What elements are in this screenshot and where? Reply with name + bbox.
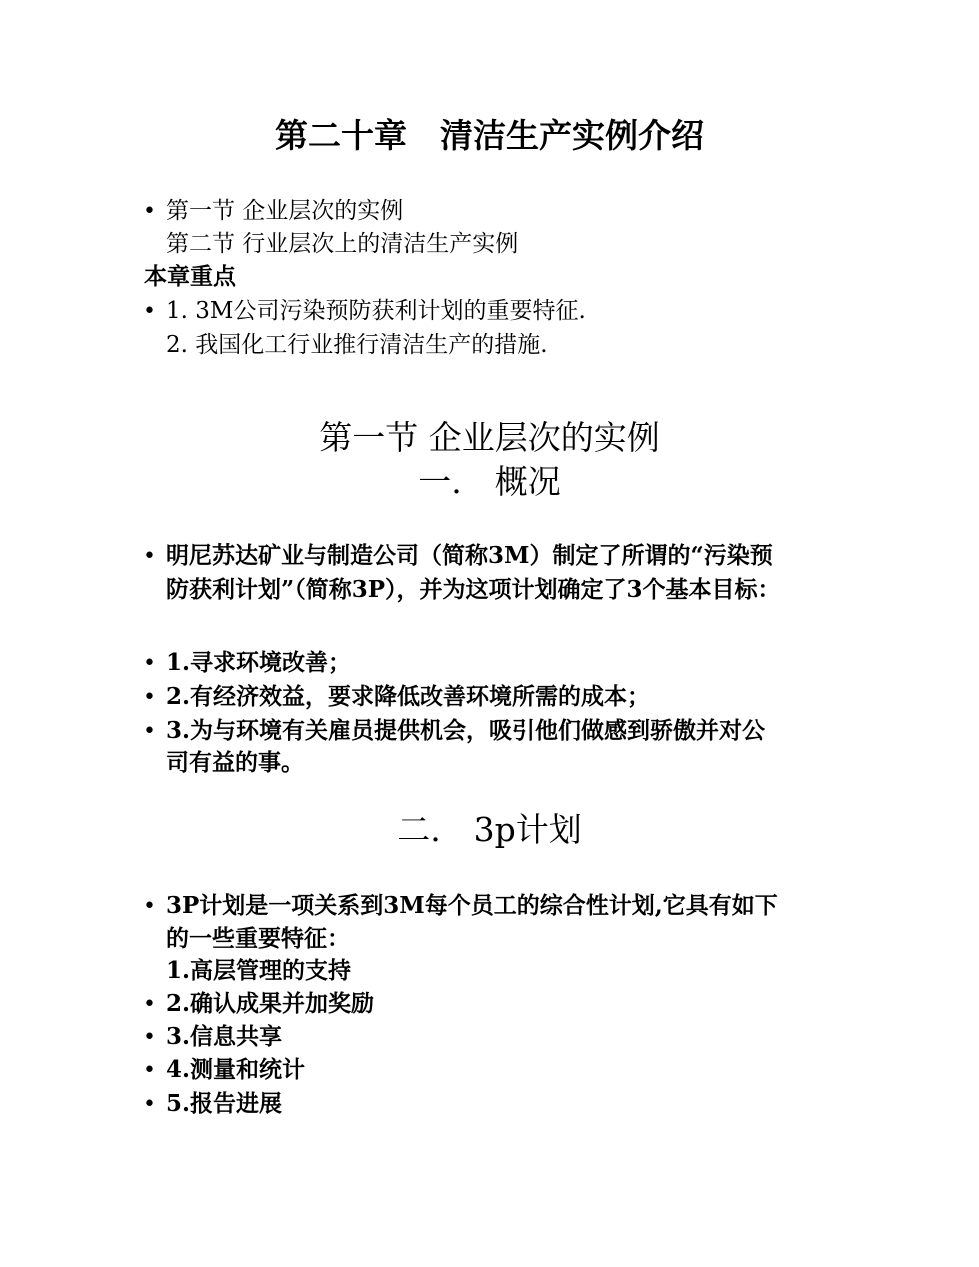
bullet: • (143, 199, 156, 224)
feature-5: 5.报告进展 (166, 1090, 283, 1117)
section1-title: 第一节 企业层次的实例 (319, 418, 660, 457)
bullet: • (143, 894, 156, 919)
feature-4: 4.测量和统计 (166, 1056, 306, 1083)
section1-subtitle: 一. 概况 (418, 462, 561, 501)
bullet: • (143, 299, 156, 324)
section1-intro-line-2: 防获利计划”（简称3P），并为这项计划确定了3个基本目标： (166, 576, 781, 603)
goal-3: 3.为与环境有关雇员提供机会，吸引他们做感到骄傲并对公 (166, 717, 766, 744)
feature-1: 1.高层管理的支持 (166, 957, 352, 984)
key-point-1: 1. 3M公司污染预防获利计划的重要特征. (166, 298, 586, 324)
section2-intro-line-1: 3P计划是一项关系到3M每个员工的综合性计划,它具有如下 (166, 892, 778, 919)
goal-2: 2.有经济效益，要求降低改善环境所需的成本； (166, 683, 651, 710)
section1-intro-line-1: 明尼苏达矿业与制造公司（简称3M）制定了所谓的“污染预 (166, 542, 773, 569)
bullet: • (143, 1025, 156, 1050)
bullet: • (143, 1058, 156, 1083)
section2-intro-line-2: 的一些重要特征： (166, 925, 350, 952)
feature-3: 3.信息共享 (166, 1023, 283, 1050)
key-points-heading: 本章重点 (144, 263, 236, 290)
bullet: • (143, 992, 156, 1017)
bullet: • (143, 544, 156, 569)
chapter-title: 第二十章 清洁生产实例介绍 (275, 116, 704, 155)
goal-3-continued: 司有益的事。 (166, 749, 304, 776)
key-point-2: 2. 我国化工行业推行清洁生产的措施. (166, 332, 548, 358)
toc-item-1: 第一节 企业层次的实例 (166, 198, 404, 224)
feature-2: 2.确认成果并加奖励 (166, 990, 375, 1017)
goal-1: 1.寻求环境改善； (166, 649, 352, 676)
section2-title: 二. 3p计划 (397, 810, 582, 849)
bullet: • (143, 1092, 156, 1117)
toc-item-2: 第二节 行业层次上的清洁生产实例 (166, 231, 519, 257)
bullet: • (143, 719, 156, 744)
bullet: • (143, 651, 156, 676)
bullet: • (143, 685, 156, 710)
